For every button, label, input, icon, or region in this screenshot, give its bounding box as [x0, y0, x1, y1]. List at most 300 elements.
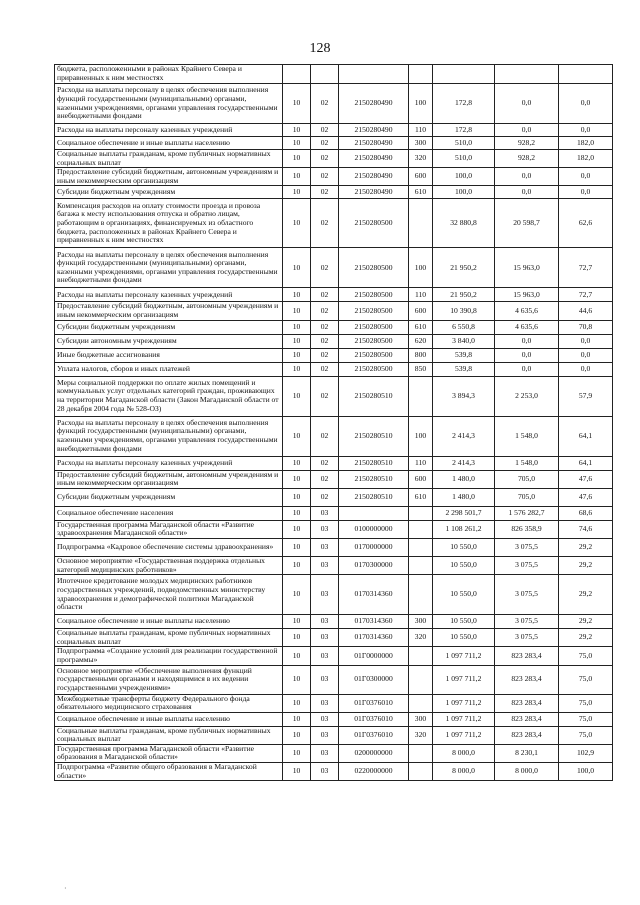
row-executed: 0,0 [495, 362, 559, 376]
row-planned [433, 65, 495, 84]
row-subsection: 02 [311, 348, 339, 362]
row-executed: 3 075,5 [495, 538, 559, 556]
budget-table [54, 64, 613, 781]
row-target-article: 2150280490 [339, 150, 409, 168]
row-executed: 3 075,5 [495, 629, 559, 647]
row-executed: 0,0 [495, 186, 559, 199]
row-percent: 29,2 [559, 556, 613, 574]
row-planned: 10 550,0 [433, 575, 495, 615]
row-percent: 74,6 [559, 520, 613, 538]
table-row [55, 320, 613, 334]
row-percent: 29,2 [559, 575, 613, 615]
table-row [55, 362, 613, 376]
row-section: 10 [283, 334, 311, 348]
row-section: 10 [283, 348, 311, 362]
table-row [55, 150, 613, 168]
row-percent: 75,0 [559, 665, 613, 694]
row-executed: 20 598,7 [495, 199, 559, 248]
row-subsection: 02 [311, 456, 339, 470]
row-section: 10 [283, 168, 311, 186]
row-target-article: 0200000000 [339, 744, 409, 762]
row-subsection: 02 [311, 124, 339, 137]
row-target-article [339, 65, 409, 84]
row-expense-type [409, 575, 433, 615]
row-executed: 0,0 [495, 334, 559, 348]
row-expense-type: 320 [409, 726, 433, 744]
row-subsection [311, 65, 339, 84]
row-executed: 8 000,0 [495, 763, 559, 781]
row-expense-type [409, 763, 433, 781]
row-planned: 1 097 711,2 [433, 726, 495, 744]
row-section: 10 [283, 376, 311, 416]
table-row [55, 556, 613, 574]
row-executed: 823 283,4 [495, 726, 559, 744]
row-name: Расходы на выплаты персоналу в целях обеспечения выполнения функций государственными (муниципальными) органами, казенными учреждениями, органами управления государственными внебюджетными фондами [55, 416, 283, 456]
row-subsection: 03 [311, 694, 339, 712]
table-row [55, 84, 613, 124]
row-executed: 0,0 [495, 168, 559, 186]
page-number: 128 [309, 41, 331, 56]
row-subsection: 02 [311, 84, 339, 124]
row-name: Подпрограмма «Кадровое обеспечение системы здравоохранения» [55, 538, 283, 556]
row-target-article: 2150280490 [339, 168, 409, 186]
row-section: 10 [283, 416, 311, 456]
table-row [55, 124, 613, 137]
row-section: 10 [283, 647, 311, 665]
row-subsection: 02 [311, 168, 339, 186]
row-expense-type: 600 [409, 470, 433, 488]
row-expense-type [409, 199, 433, 248]
row-subsection: 02 [311, 248, 339, 288]
row-section: 10 [283, 506, 311, 520]
row-executed: 2 253,0 [495, 376, 559, 416]
row-section: 10 [283, 186, 311, 199]
table-row [55, 248, 613, 288]
row-executed: 1 548,0 [495, 456, 559, 470]
table-body [55, 65, 613, 781]
row-name: Расходы на выплаты персоналу казенных учреждений [55, 288, 283, 302]
row-subsection: 03 [311, 647, 339, 665]
row-percent: 0,0 [559, 124, 613, 137]
row-name: Предоставление субсидий бюджетным, автономным учреждениям и иным некоммерческим организациям [55, 470, 283, 488]
row-subsection: 03 [311, 538, 339, 556]
row-name: Субсидии автономным учреждениям [55, 334, 283, 348]
row-planned: 510,0 [433, 150, 495, 168]
row-executed: 823 283,4 [495, 712, 559, 726]
row-executed: 823 283,4 [495, 665, 559, 694]
table-row [55, 647, 613, 665]
row-name: Социальные выплаты гражданам, кроме публичных нормативных социальных выплат [55, 629, 283, 647]
row-expense-type [409, 376, 433, 416]
row-name: Основное мероприятие «Обеспечение выполнения функций государственными органами и находящимися в их ведении государственными учреждениями» [55, 665, 283, 694]
row-section: 10 [283, 84, 311, 124]
row-expense-type: 610 [409, 186, 433, 199]
row-target-article: 2150280500 [339, 199, 409, 248]
table-row [55, 470, 613, 488]
row-target-article: 2150280490 [339, 186, 409, 199]
row-planned: 1 097 711,2 [433, 712, 495, 726]
row-target-article: 01Г0376010 [339, 694, 409, 712]
row-section: 10 [283, 248, 311, 288]
row-name: Социальное обеспечение и иные выплаты населению [55, 712, 283, 726]
row-percent: 182,0 [559, 137, 613, 150]
row-expense-type: 800 [409, 348, 433, 362]
row-subsection: 03 [311, 520, 339, 538]
row-percent: 47,6 [559, 488, 613, 506]
row-executed: 1 576 282,7 [495, 506, 559, 520]
row-name: Уплата налогов, сборов и иных платежей [55, 362, 283, 376]
row-percent: 70,8 [559, 320, 613, 334]
row-percent: 64,1 [559, 416, 613, 456]
row-planned: 2 414,3 [433, 416, 495, 456]
row-expense-type: 110 [409, 288, 433, 302]
row-section: 10 [283, 763, 311, 781]
row-planned: 3 894,3 [433, 376, 495, 416]
row-planned: 539,8 [433, 362, 495, 376]
row-subsection: 02 [311, 376, 339, 416]
row-percent: 57,9 [559, 376, 613, 416]
row-section: 10 [283, 124, 311, 137]
row-subsection: 02 [311, 416, 339, 456]
row-target-article [339, 506, 409, 520]
row-executed: 928,2 [495, 137, 559, 150]
row-percent: 0,0 [559, 84, 613, 124]
row-executed [495, 65, 559, 84]
row-executed: 15 963,0 [495, 248, 559, 288]
row-executed: 705,0 [495, 470, 559, 488]
row-target-article: 2150280500 [339, 320, 409, 334]
table-row [55, 416, 613, 456]
table-row [55, 199, 613, 248]
table-row [55, 488, 613, 506]
row-executed: 705,0 [495, 488, 559, 506]
table-row [55, 334, 613, 348]
row-percent: 0,0 [559, 362, 613, 376]
row-target-article: 0170314360 [339, 629, 409, 647]
row-percent: 29,2 [559, 538, 613, 556]
row-section: 10 [283, 362, 311, 376]
row-percent: 75,0 [559, 694, 613, 712]
row-planned: 10 550,0 [433, 629, 495, 647]
row-target-article: 0100000000 [339, 520, 409, 538]
row-section [283, 65, 311, 84]
row-name: Расходы на выплаты персоналу казенных учреждений [55, 124, 283, 137]
row-subsection: 02 [311, 334, 339, 348]
row-executed: 0,0 [495, 84, 559, 124]
row-name: Компенсация расходов на оплату стоимости проезда и провоза багажа к месту использования отпуска и обратно лицам, работающим в организациях, финансируемых из областного бюджета, расположенных в районах Крайнего Севера и приравненных к ним местностях [55, 199, 283, 248]
table-row [55, 665, 613, 694]
table-row [55, 186, 613, 199]
row-planned: 10 390,8 [433, 302, 495, 320]
row-name: Расходы на выплаты персоналу в целях обеспечения выполнения функций государственными (муниципальными) органами, казенными учреждениями, органами управления государственными внебюджетными фондами [55, 248, 283, 288]
table-row [55, 712, 613, 726]
row-name: Государственная программа Магаданской области «Развитие здравоохранения Магаданской области» [55, 520, 283, 538]
row-executed: 823 283,4 [495, 694, 559, 712]
row-percent: 72,7 [559, 288, 613, 302]
row-planned: 100,0 [433, 168, 495, 186]
row-expense-type [409, 556, 433, 574]
row-section: 10 [283, 575, 311, 615]
row-subsection: 02 [311, 302, 339, 320]
row-expense-type: 300 [409, 712, 433, 726]
row-expense-type: 320 [409, 150, 433, 168]
row-percent: 0,0 [559, 168, 613, 186]
row-percent: 100,0 [559, 763, 613, 781]
row-subsection: 03 [311, 506, 339, 520]
row-section: 10 [283, 470, 311, 488]
row-subsection: 03 [311, 629, 339, 647]
row-section: 10 [283, 520, 311, 538]
table-row [55, 65, 613, 84]
row-section: 10 [283, 137, 311, 150]
row-name: Субсидии бюджетным учреждениям [55, 320, 283, 334]
row-executed: 3 075,5 [495, 556, 559, 574]
row-name: Ипотечное кредитование молодых медицинских работников государственных учреждений, подведомственных министерству здравоохранения и демографической политики Магаданской области [55, 575, 283, 615]
row-planned: 8 000,0 [433, 744, 495, 762]
row-expense-type [409, 65, 433, 84]
table-row [55, 168, 613, 186]
row-expense-type [409, 665, 433, 694]
table-row [55, 348, 613, 362]
row-target-article: 2150280500 [339, 348, 409, 362]
row-expense-type [409, 506, 433, 520]
row-target-article: 2150280500 [339, 248, 409, 288]
row-subsection: 03 [311, 575, 339, 615]
row-subsection: 02 [311, 320, 339, 334]
table-row [55, 456, 613, 470]
row-executed: 15 963,0 [495, 288, 559, 302]
row-expense-type: 110 [409, 456, 433, 470]
row-section: 10 [283, 288, 311, 302]
row-name: Основное мероприятие «Государственная поддержка отдельных категорий медицинских работников» [55, 556, 283, 574]
table-row [55, 288, 613, 302]
row-expense-type [409, 694, 433, 712]
row-planned: 172,8 [433, 84, 495, 124]
row-name: Социальные выплаты гражданам, кроме публичных нормативных социальных выплат [55, 150, 283, 168]
row-subsection: 03 [311, 556, 339, 574]
row-target-article: 01Г0376010 [339, 726, 409, 744]
row-section: 10 [283, 615, 311, 629]
row-subsection: 03 [311, 763, 339, 781]
row-target-article: 2150280510 [339, 376, 409, 416]
row-expense-type: 100 [409, 248, 433, 288]
row-name: Предоставление субсидий бюджетным, автономным учреждениям и иным некоммерческим организациям [55, 302, 283, 320]
row-target-article: 2150280490 [339, 124, 409, 137]
row-target-article: 0170314360 [339, 575, 409, 615]
row-expense-type: 610 [409, 488, 433, 506]
row-percent: 102,9 [559, 744, 613, 762]
row-name: Расходы на выплаты персоналу в целях обеспечения выполнения функций государственными (муниципальными) органами, казенными учреждениями, органами управления государственными внебюджетными фондами [55, 84, 283, 124]
row-section: 10 [283, 712, 311, 726]
row-planned: 32 880,8 [433, 199, 495, 248]
table-row [55, 629, 613, 647]
row-expense-type: 110 [409, 124, 433, 137]
row-subsection: 02 [311, 488, 339, 506]
row-section: 10 [283, 556, 311, 574]
row-planned: 2 414,3 [433, 456, 495, 470]
row-name: Субсидии бюджетным учреждениям [55, 488, 283, 506]
row-planned: 10 550,0 [433, 615, 495, 629]
row-subsection: 03 [311, 665, 339, 694]
row-executed: 8 230,1 [495, 744, 559, 762]
row-planned: 539,8 [433, 348, 495, 362]
row-name: Подпрограмма «Создание условий для реализации государственной программы» [55, 647, 283, 665]
row-subsection: 02 [311, 288, 339, 302]
row-subsection: 02 [311, 362, 339, 376]
row-target-article: 2150280490 [339, 84, 409, 124]
row-subsection: 02 [311, 470, 339, 488]
row-subsection: 02 [311, 199, 339, 248]
table-row [55, 520, 613, 538]
row-executed: 3 075,5 [495, 615, 559, 629]
row-expense-type: 850 [409, 362, 433, 376]
row-name: Субсидии бюджетным учреждениям [55, 186, 283, 199]
row-name: Социальное обеспечение и иные выплаты населению [55, 137, 283, 150]
row-section: 10 [283, 726, 311, 744]
row-name: Государственная программа Магаданской области «Развитие образования в Магаданской области» [55, 744, 283, 762]
row-planned: 1 097 711,2 [433, 665, 495, 694]
row-expense-type: 300 [409, 615, 433, 629]
row-target-article: 0170000000 [339, 538, 409, 556]
row-section: 10 [283, 629, 311, 647]
row-target-article: 2150280510 [339, 488, 409, 506]
row-percent: 75,0 [559, 712, 613, 726]
row-planned: 510,0 [433, 137, 495, 150]
row-section: 10 [283, 538, 311, 556]
row-subsection: 03 [311, 712, 339, 726]
row-expense-type: 100 [409, 84, 433, 124]
row-expense-type [409, 538, 433, 556]
row-name: Предоставление субсидий бюджетным, автономным учреждениям и иным некоммерческим организациям [55, 168, 283, 186]
row-planned: 1 108 261,2 [433, 520, 495, 538]
row-percent: 75,0 [559, 726, 613, 744]
row-planned: 10 550,0 [433, 538, 495, 556]
row-target-article: 2150280500 [339, 302, 409, 320]
row-section: 10 [283, 488, 311, 506]
row-planned: 100,0 [433, 186, 495, 199]
row-name: бюджета, расположенными в районах Крайнего Севера и приравненных к ним местностях [55, 65, 283, 84]
row-name: Социальное обеспечение населения [55, 506, 283, 520]
row-expense-type: 610 [409, 320, 433, 334]
row-subsection: 02 [311, 150, 339, 168]
row-target-article: 2150280500 [339, 288, 409, 302]
row-percent: 62,6 [559, 199, 613, 248]
row-executed: 928,2 [495, 150, 559, 168]
row-planned: 6 550,8 [433, 320, 495, 334]
row-section: 10 [283, 199, 311, 248]
row-name: Социальное обеспечение и иные выплаты населению [55, 615, 283, 629]
row-planned: 1 097 711,2 [433, 647, 495, 665]
row-subsection: 02 [311, 186, 339, 199]
row-percent: 72,7 [559, 248, 613, 288]
row-section: 10 [283, 320, 311, 334]
row-planned: 1 480,0 [433, 488, 495, 506]
row-target-article: 01Г0376010 [339, 712, 409, 726]
row-percent: 0,0 [559, 186, 613, 199]
row-expense-type: 620 [409, 334, 433, 348]
row-percent: 29,2 [559, 629, 613, 647]
row-executed: 3 075,5 [495, 575, 559, 615]
row-percent: 68,6 [559, 506, 613, 520]
row-section: 10 [283, 302, 311, 320]
row-executed: 826 358,9 [495, 520, 559, 538]
row-expense-type: 600 [409, 302, 433, 320]
row-name: Социальные выплаты гражданам, кроме публичных нормативных социальных выплат [55, 726, 283, 744]
row-section: 10 [283, 694, 311, 712]
row-expense-type: 600 [409, 168, 433, 186]
row-target-article: 01Г0000000 [339, 647, 409, 665]
row-name: Меры социальной поддержки по оплате жилых помещений и коммунальных услуг отдельных категорий граждан, проживающих на территории Магаданской области (Закон Магаданской области от 28 декабря 2004 года № 528-ОЗ) [55, 376, 283, 416]
table-row [55, 726, 613, 744]
row-planned: 21 950,2 [433, 248, 495, 288]
footer-mark: · [64, 884, 67, 893]
row-name: Подпрограмма «Развитие общего образования в Магаданской области» [55, 763, 283, 781]
table-row [55, 137, 613, 150]
row-expense-type: 100 [409, 416, 433, 456]
row-percent: 182,0 [559, 150, 613, 168]
row-target-article: 2150280510 [339, 470, 409, 488]
row-name: Расходы на выплаты персоналу казенных учреждений [55, 456, 283, 470]
row-planned: 10 550,0 [433, 556, 495, 574]
table-row [55, 575, 613, 615]
row-target-article: 0170300000 [339, 556, 409, 574]
row-expense-type: 320 [409, 629, 433, 647]
row-expense-type [409, 744, 433, 762]
row-executed: 4 635,6 [495, 302, 559, 320]
row-percent: 0,0 [559, 348, 613, 362]
row-section: 10 [283, 456, 311, 470]
row-section: 10 [283, 744, 311, 762]
row-expense-type [409, 520, 433, 538]
row-expense-type [409, 647, 433, 665]
row-target-article: 0170314360 [339, 615, 409, 629]
row-target-article: 01Г0300000 [339, 665, 409, 694]
row-planned: 1 480,0 [433, 470, 495, 488]
row-planned: 2 298 501,7 [433, 506, 495, 520]
row-subsection: 03 [311, 726, 339, 744]
row-target-article: 2150280490 [339, 137, 409, 150]
row-target-article: 2150280510 [339, 456, 409, 470]
table-row [55, 615, 613, 629]
row-planned: 172,8 [433, 124, 495, 137]
row-planned: 1 097 711,2 [433, 694, 495, 712]
table-row [55, 744, 613, 762]
row-percent: 47,6 [559, 470, 613, 488]
row-percent: 29,2 [559, 615, 613, 629]
row-expense-type: 300 [409, 137, 433, 150]
row-subsection: 02 [311, 137, 339, 150]
row-executed: 4 635,6 [495, 320, 559, 334]
row-executed: 823 283,4 [495, 647, 559, 665]
row-executed: 0,0 [495, 124, 559, 137]
row-percent: 44,6 [559, 302, 613, 320]
row-target-article: 2150280510 [339, 416, 409, 456]
table-row [55, 376, 613, 416]
row-section: 10 [283, 150, 311, 168]
row-executed: 0,0 [495, 348, 559, 362]
row-target-article: 0220000000 [339, 763, 409, 781]
row-name: Межбюджетные трансферты бюджету Федерального фонда обязательного медицинского страхования [55, 694, 283, 712]
row-target-article: 2150280500 [339, 362, 409, 376]
row-executed: 1 548,0 [495, 416, 559, 456]
row-name: Иные бюджетные ассигнования [55, 348, 283, 362]
table-row [55, 694, 613, 712]
table-row [55, 506, 613, 520]
row-percent: 64,1 [559, 456, 613, 470]
row-subsection: 03 [311, 615, 339, 629]
row-percent [559, 65, 613, 84]
row-section: 10 [283, 665, 311, 694]
